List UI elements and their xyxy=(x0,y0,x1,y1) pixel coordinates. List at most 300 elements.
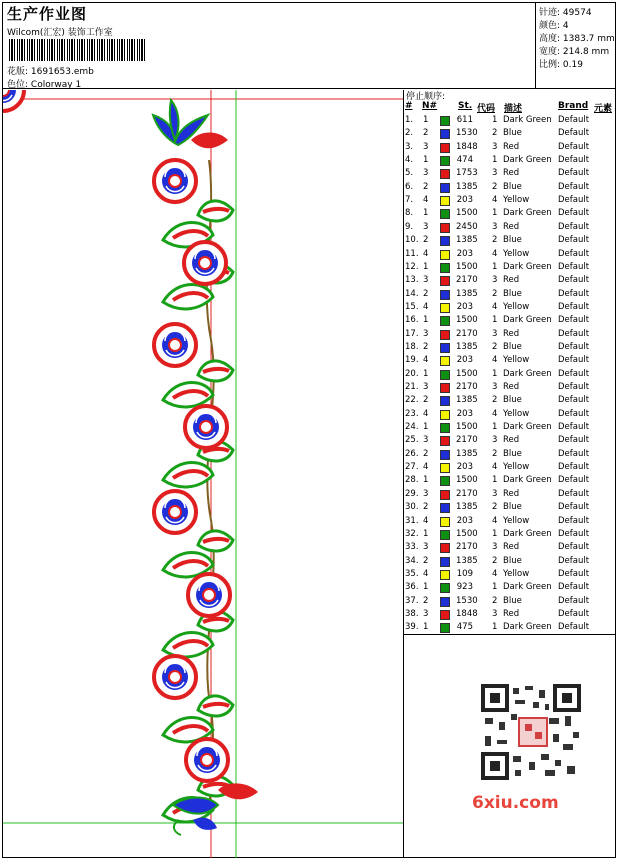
row-needle: 4 xyxy=(423,408,429,419)
table-row xyxy=(404,609,616,622)
color-swatch xyxy=(440,490,450,500)
row-index: 10. xyxy=(405,235,419,246)
color-swatch xyxy=(440,583,450,593)
table-row xyxy=(404,182,616,195)
row-brand: Default xyxy=(558,408,590,419)
row-brand: Default xyxy=(558,568,590,579)
row-brand: Default xyxy=(558,528,590,539)
row-needle: 1 xyxy=(423,422,429,433)
row-needle: 2 xyxy=(423,128,429,139)
table-row xyxy=(404,289,616,302)
color-swatch xyxy=(440,543,450,553)
table-row xyxy=(404,235,616,248)
color-swatch xyxy=(440,517,450,527)
row-brand: Default xyxy=(558,382,590,392)
col-header-needle: N# xyxy=(422,101,438,111)
row-needle: 2 xyxy=(423,448,429,459)
table-row xyxy=(404,155,616,168)
color-swatch xyxy=(440,263,450,273)
row-code: 1 xyxy=(492,208,498,219)
color-swatch xyxy=(440,183,450,193)
stats-box xyxy=(535,2,617,88)
row-index: 35. xyxy=(405,568,419,579)
row-code: 4 xyxy=(492,408,498,419)
row-code: 3 xyxy=(492,168,498,179)
row-needle: 3 xyxy=(423,168,429,179)
table-row xyxy=(404,529,616,542)
row-needle: 1 xyxy=(423,315,429,326)
row-brand: Default xyxy=(558,542,590,553)
color-swatch xyxy=(440,396,450,406)
color-swatch xyxy=(440,343,450,353)
row-stitches: 1385 xyxy=(456,235,478,246)
row-index: 26. xyxy=(405,448,419,459)
row-index: 31. xyxy=(405,515,419,526)
row-code: 2 xyxy=(492,502,498,513)
color-swatch xyxy=(440,597,450,607)
row-code: 1 xyxy=(492,582,498,593)
stop-sequence-title: 停止顺序: xyxy=(406,92,446,102)
embroidery-design-icon xyxy=(3,90,403,858)
row-stitches: 1385 xyxy=(456,341,478,352)
row-index: 19. xyxy=(405,355,419,366)
color-swatch xyxy=(440,450,450,460)
table-row xyxy=(404,449,616,462)
row-index: 5. xyxy=(405,168,414,179)
row-index: 18. xyxy=(405,341,419,352)
row-stitches: 1500 xyxy=(456,422,478,433)
row-code: 3 xyxy=(492,382,498,392)
row-needle: 1 xyxy=(423,115,429,125)
row-index: 20. xyxy=(405,368,419,379)
row-description: Red xyxy=(503,382,520,392)
table-row xyxy=(404,275,616,288)
row-index: 13. xyxy=(405,275,419,286)
row-needle: 4 xyxy=(423,301,429,312)
row-description: Yellow xyxy=(503,568,530,579)
color-swatch xyxy=(440,530,450,540)
row-stitches: 1385 xyxy=(456,555,478,566)
row-stitches: 203 xyxy=(456,515,473,526)
row-needle: 1 xyxy=(423,261,429,272)
qr-code-icon xyxy=(479,682,583,782)
row-brand: Default xyxy=(558,555,590,566)
row-brand: Default xyxy=(558,608,590,619)
row-needle: 1 xyxy=(423,622,429,633)
site-logo: 6xiu.com xyxy=(472,793,559,813)
row-needle: 2 xyxy=(423,341,429,352)
row-needle: 1 xyxy=(423,475,429,486)
row-description: Blue xyxy=(503,288,522,299)
color-swatch xyxy=(440,623,450,633)
table-row xyxy=(404,195,616,208)
row-needle: 2 xyxy=(423,595,429,606)
row-code: 1 xyxy=(492,422,498,433)
row-description: Yellow xyxy=(503,195,530,206)
row-code: 1 xyxy=(492,622,498,633)
row-needle: 3 xyxy=(423,328,429,339)
row-code: 1 xyxy=(492,528,498,539)
row-stitches: 203 xyxy=(456,408,473,419)
row-stitches: 1385 xyxy=(456,181,478,192)
col-header-code: 代码 xyxy=(477,104,496,114)
col-header-stitches: St. xyxy=(458,101,473,111)
row-stitches: 1500 xyxy=(456,368,478,379)
row-index: 29. xyxy=(405,488,419,499)
row-brand: Default xyxy=(558,368,590,379)
col-header-element: 元素 xyxy=(594,104,613,114)
row-code: 2 xyxy=(492,181,498,192)
row-description: Yellow xyxy=(503,462,530,473)
row-brand: Default xyxy=(558,141,590,152)
row-code: 3 xyxy=(492,488,498,499)
color-swatch xyxy=(440,436,450,446)
row-index: 17. xyxy=(405,328,419,339)
row-index: 4. xyxy=(405,155,414,166)
table-row xyxy=(404,142,616,155)
color-swatch xyxy=(440,316,450,326)
row-index: 28. xyxy=(405,475,419,486)
row-description: Blue xyxy=(503,235,522,246)
row-description: Blue xyxy=(503,395,522,406)
row-index: 15. xyxy=(405,301,419,312)
stat-colors: 颜色: 4 xyxy=(539,21,569,31)
row-stitches: 474 xyxy=(456,155,473,166)
stat-scale: 比例: 0.19 xyxy=(539,60,583,70)
row-stitches: 2170 xyxy=(456,435,478,446)
table-row xyxy=(404,355,616,368)
row-needle: 3 xyxy=(423,382,429,392)
row-brand: Default xyxy=(558,301,590,312)
row-brand: Default xyxy=(558,288,590,299)
row-stitches: 2170 xyxy=(456,488,478,499)
table-row xyxy=(404,542,616,555)
row-description: Dark Green xyxy=(503,315,552,326)
design-file xyxy=(7,64,94,77)
table-row xyxy=(404,489,616,502)
table-row xyxy=(404,115,616,128)
row-stitches: 1530 xyxy=(456,595,478,606)
color-swatch xyxy=(440,356,450,366)
row-description: Blue xyxy=(503,181,522,192)
row-index: 32. xyxy=(405,528,419,539)
row-description: Blue xyxy=(503,595,522,606)
row-stitches: 1500 xyxy=(456,208,478,219)
row-description: Yellow xyxy=(503,515,530,526)
row-description: Dark Green xyxy=(503,261,552,272)
row-brand: Default xyxy=(558,341,590,352)
row-stitches: 1753 xyxy=(456,168,478,179)
row-index: 14. xyxy=(405,288,419,299)
row-index: 34. xyxy=(405,555,419,566)
row-needle: 2 xyxy=(423,555,429,566)
table-row xyxy=(404,168,616,181)
row-needle: 2 xyxy=(423,395,429,406)
row-stitches: 611 xyxy=(456,115,473,125)
row-description: Dark Green xyxy=(503,528,552,539)
table-row xyxy=(404,435,616,448)
row-brand: Default xyxy=(558,155,590,166)
row-brand: Default xyxy=(558,595,590,606)
header-info xyxy=(5,3,535,89)
row-description: Dark Green xyxy=(503,155,552,166)
row-stitches: 1500 xyxy=(456,528,478,539)
colorway-label: 色位: xyxy=(7,80,29,90)
table-row xyxy=(404,249,616,262)
stop-sequence-panel xyxy=(404,89,616,634)
row-stitches: 2170 xyxy=(456,382,478,392)
row-description: Blue xyxy=(503,448,522,459)
col-header-index: # xyxy=(405,101,413,111)
row-brand: Default xyxy=(558,168,590,179)
row-code: 1 xyxy=(492,368,498,379)
row-description: Dark Green xyxy=(503,622,552,633)
row-stitches: 1848 xyxy=(456,608,478,619)
table-row xyxy=(404,208,616,221)
row-brand: Default xyxy=(558,502,590,513)
row-needle: 4 xyxy=(423,195,429,206)
row-needle: 4 xyxy=(423,248,429,259)
row-brand: Default xyxy=(558,181,590,192)
row-code: 4 xyxy=(492,301,498,312)
row-description: Dark Green xyxy=(503,422,552,433)
color-swatch xyxy=(440,156,450,166)
row-stitches: 923 xyxy=(456,582,473,593)
row-description: Dark Green xyxy=(503,368,552,379)
watermark-area xyxy=(404,634,616,859)
row-needle: 1 xyxy=(423,582,429,593)
row-needle: 1 xyxy=(423,528,429,539)
color-swatch xyxy=(440,276,450,286)
table-row xyxy=(404,582,616,595)
color-swatch xyxy=(440,196,450,206)
table-row xyxy=(404,302,616,315)
row-code: 3 xyxy=(492,435,498,446)
row-needle: 4 xyxy=(423,568,429,579)
row-stitches: 475 xyxy=(456,622,473,633)
row-stitches: 1530 xyxy=(456,128,478,139)
table-row xyxy=(404,369,616,382)
row-needle: 2 xyxy=(423,235,429,246)
row-description: Dark Green xyxy=(503,475,552,486)
row-needle: 3 xyxy=(423,488,429,499)
row-stitches: 1385 xyxy=(456,502,478,513)
row-index: 30. xyxy=(405,502,419,513)
row-stitches: 2170 xyxy=(456,542,478,553)
color-swatch xyxy=(440,236,450,246)
color-swatch xyxy=(440,423,450,433)
row-needle: 3 xyxy=(423,141,429,152)
color-swatch xyxy=(440,290,450,300)
row-code: 4 xyxy=(492,462,498,473)
row-needle: 4 xyxy=(423,355,429,366)
row-index: 39. xyxy=(405,622,419,633)
color-swatch xyxy=(440,370,450,380)
row-stitches: 1385 xyxy=(456,448,478,459)
row-description: Red xyxy=(503,435,520,446)
row-brand: Default xyxy=(558,208,590,219)
row-needle: 3 xyxy=(423,542,429,553)
table-row xyxy=(404,382,616,395)
row-description: Red xyxy=(503,608,520,619)
table-row xyxy=(404,128,616,141)
table-row xyxy=(404,315,616,328)
row-needle: 3 xyxy=(423,435,429,446)
row-needle: 3 xyxy=(423,608,429,619)
row-index: 9. xyxy=(405,221,414,232)
row-index: 8. xyxy=(405,208,414,219)
color-swatch xyxy=(440,209,450,219)
row-index: 3. xyxy=(405,141,414,152)
row-stitches: 2170 xyxy=(456,275,478,286)
row-code: 2 xyxy=(492,341,498,352)
table-row xyxy=(404,516,616,529)
row-code: 1 xyxy=(492,155,498,166)
row-description: Yellow xyxy=(503,355,530,366)
row-code: 2 xyxy=(492,288,498,299)
row-index: 23. xyxy=(405,408,419,419)
row-brand: Default xyxy=(558,582,590,593)
row-needle: 3 xyxy=(423,275,429,286)
row-needle: 2 xyxy=(423,181,429,192)
design-value: 1691653.emb xyxy=(30,67,94,77)
row-index: 24. xyxy=(405,422,419,433)
row-stitches: 1385 xyxy=(456,395,478,406)
row-brand: Default xyxy=(558,475,590,486)
row-description: Red xyxy=(503,275,520,286)
row-needle: 4 xyxy=(423,515,429,526)
barcode-icon xyxy=(9,39,147,61)
row-code: 3 xyxy=(492,542,498,553)
row-code: 4 xyxy=(492,568,498,579)
row-description: Blue xyxy=(503,502,522,513)
row-code: 4 xyxy=(492,515,498,526)
row-needle: 4 xyxy=(423,462,429,473)
row-description: Blue xyxy=(503,555,522,566)
row-brand: Default xyxy=(558,195,590,206)
row-stitches: 1848 xyxy=(456,141,478,152)
row-description: Dark Green xyxy=(503,115,552,125)
color-swatch xyxy=(440,143,450,153)
row-index: 27. xyxy=(405,462,419,473)
row-index: 12. xyxy=(405,261,419,272)
row-description: Yellow xyxy=(503,301,530,312)
row-index: 7. xyxy=(405,195,414,206)
row-brand: Default xyxy=(558,435,590,446)
row-index: 21. xyxy=(405,382,419,392)
row-description: Blue xyxy=(503,128,522,139)
color-swatch xyxy=(440,169,450,179)
row-brand: Default xyxy=(558,261,590,272)
row-description: Red xyxy=(503,221,520,232)
row-stitches: 203 xyxy=(456,462,473,473)
row-code: 2 xyxy=(492,128,498,139)
row-index: 37. xyxy=(405,595,419,606)
table-row xyxy=(404,262,616,275)
row-code: 4 xyxy=(492,248,498,259)
row-index: 16. xyxy=(405,315,419,326)
row-brand: Default xyxy=(558,462,590,473)
color-swatch xyxy=(440,476,450,486)
row-code: 1 xyxy=(492,261,498,272)
row-code: 3 xyxy=(492,275,498,286)
row-brand: Default xyxy=(558,355,590,366)
table-row xyxy=(404,342,616,355)
color-swatch xyxy=(440,610,450,620)
row-description: Red xyxy=(503,488,520,499)
row-description: Dark Green xyxy=(503,208,552,219)
row-needle: 1 xyxy=(423,155,429,166)
row-needle: 1 xyxy=(423,208,429,219)
row-code: 1 xyxy=(492,475,498,486)
row-needle: 2 xyxy=(423,502,429,513)
row-index: 6. xyxy=(405,181,414,192)
color-swatch xyxy=(440,410,450,420)
row-needle: 2 xyxy=(423,288,429,299)
row-description: Dark Green xyxy=(503,582,552,593)
row-code: 1 xyxy=(492,315,498,326)
row-code: 3 xyxy=(492,221,498,232)
table-row xyxy=(404,475,616,488)
row-brand: Default xyxy=(558,622,590,633)
table-row xyxy=(404,462,616,475)
color-swatch xyxy=(440,383,450,393)
row-stitches: 2170 xyxy=(456,328,478,339)
row-description: Blue xyxy=(503,341,522,352)
row-stitches: 203 xyxy=(456,355,473,366)
table-row xyxy=(404,222,616,235)
color-swatch xyxy=(440,503,450,513)
row-needle: 3 xyxy=(423,221,429,232)
row-description: Red xyxy=(503,328,520,339)
row-stitches: 203 xyxy=(456,195,473,206)
row-description: Red xyxy=(503,168,520,179)
stat-height: 高度: 1383.7 mm xyxy=(539,34,615,44)
row-code: 1 xyxy=(492,115,498,125)
row-stitches: 203 xyxy=(456,248,473,259)
row-stitches: 1500 xyxy=(456,315,478,326)
row-stitches: 203 xyxy=(456,301,473,312)
color-swatch xyxy=(440,250,450,260)
row-code: 3 xyxy=(492,141,498,152)
row-brand: Default xyxy=(558,115,590,125)
stat-width: 宽度: 214.8 mm xyxy=(539,47,610,57)
page-title: 生产作业图 xyxy=(7,5,88,23)
row-code: 4 xyxy=(492,195,498,206)
embroidery-preview xyxy=(3,90,404,858)
row-brand: Default xyxy=(558,221,590,232)
color-swatch xyxy=(440,557,450,567)
row-index: 36. xyxy=(405,582,419,593)
row-index: 25. xyxy=(405,435,419,446)
row-stitches: 1385 xyxy=(456,288,478,299)
colorway-value: Colorway 1 xyxy=(30,80,82,90)
row-code: 2 xyxy=(492,595,498,606)
row-brand: Default xyxy=(558,422,590,433)
color-swatch xyxy=(440,570,450,580)
row-brand: Default xyxy=(558,315,590,326)
row-brand: Default xyxy=(558,248,590,259)
color-swatch xyxy=(440,116,450,126)
table-row xyxy=(404,329,616,342)
company-name: Wilcom(汇宏) 装饰工作室 xyxy=(7,28,113,38)
row-stitches: 1500 xyxy=(456,261,478,272)
row-brand: Default xyxy=(558,488,590,499)
color-swatch xyxy=(440,129,450,139)
row-brand: Default xyxy=(558,448,590,459)
row-code: 2 xyxy=(492,395,498,406)
row-description: Yellow xyxy=(503,248,530,259)
